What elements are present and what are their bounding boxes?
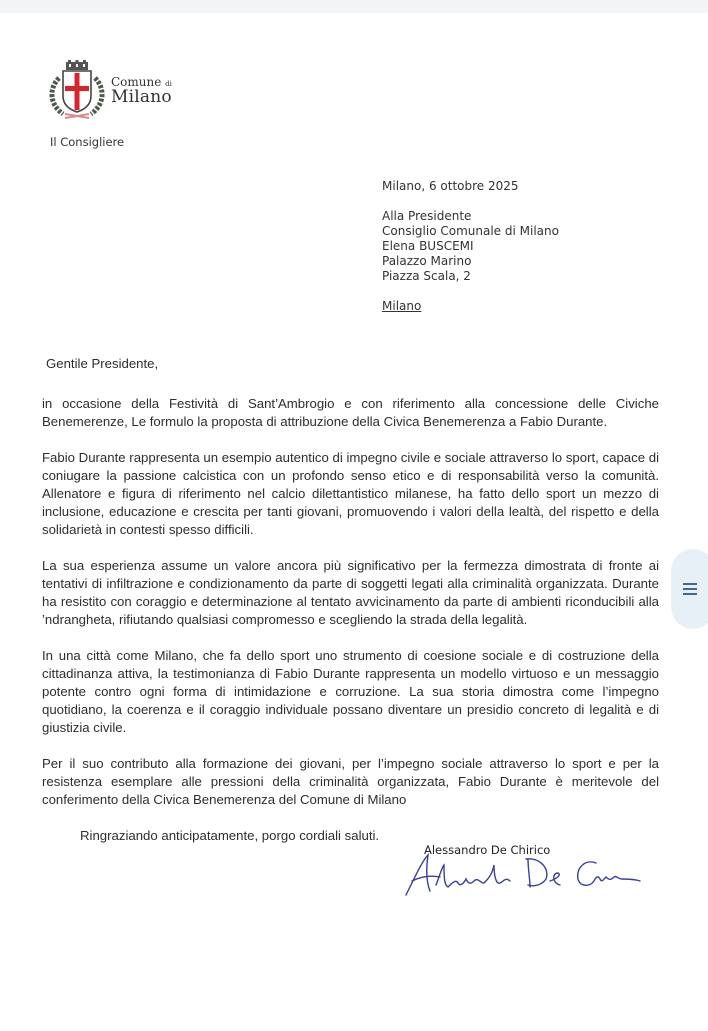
closing-line: Ringraziando anticipatamente, porgo cordiali saluti. [80, 828, 380, 843]
brand-line1-small: di [165, 80, 172, 88]
recipient-line: Consiglio Comunale di Milano [382, 224, 559, 238]
greeting: Gentile Presidente, [46, 356, 159, 371]
side-menu-button[interactable] [671, 549, 708, 629]
paragraph: Fabio Durante rappresenta un esempio autentico di impegno civile e sociale attraverso lo sport, capace di coniugare la passione calcistica con un profondo senso etico e di responsabilità verso la comunità. Allenatore e figura di riferimento nel calcio dilettantistico milanese, ha fatto dello sport un mezzo di inclusione, educazione e crescita per tanti giovani, promuovendo i valori della lealtà, del rispetto e della solidarietà in contesti spesso difficili. [42, 450, 659, 537]
paragraph: La sua esperienza assume un valore ancora più significativo per la fermezza dimostrata di fronte ai tentativi di infiltrazione e condizionamento da parte di soggetti legati alla criminalità organizzata. Durante ha resistito con coraggio e determinazione al tentato avvicinamento da parte di ambienti riconducibili alla ’ndrangheta, rifiutando qualsiasi compromesso e scegliendo la strada della legalità. [42, 558, 659, 627]
brand-line1: Comune [111, 75, 162, 89]
recipient-block [382, 179, 559, 314]
sender-role: Il Consigliere [50, 135, 125, 149]
paragraph: Per il suo contributo alla formazione dei giovani, per l’impegno sociale attraverso lo sport e per la resistenza esemplare alle pressioni della criminalità organizzata, Fabio Durante è meritevole del conferimento della Civica Benemerenza del Comune di Milano [42, 756, 659, 807]
paragraph: in occasione della Festività di Sant’Ambrogio e con riferimento alla concessione delle Civiche Benemerenze, Le formulo la proposta di attribuzione della Civica Benemerenza a Fabio Durante. [42, 396, 659, 429]
menu-lines-icon [683, 581, 699, 597]
paragraph: In una città come Milano, che fa dello sport uno strumento di coesione sociale e di costruzione della cittadinanza attiva, la testimonianza di Fabio Durante rappresenta un modello virtuoso e un messaggio potente contro ogni forma di intimidazione e corruzione. La sua storia dimostra come l’impegno quotidiano, la coerenza e il coraggio individuale possano diventare un presidio concreto di legalità e di giustizia civile. [42, 648, 659, 735]
milan-coat-of-arms-icon [47, 60, 107, 122]
letter-body [42, 355, 659, 845]
brand-wordmark [111, 76, 172, 106]
recipient-line: Palazzo Marino [382, 254, 472, 268]
letter-date: Milano, 6 ottobre 2025 [382, 179, 519, 193]
recipient-line: Elena BUSCEMI [382, 239, 474, 253]
recipient-city: Milano [382, 299, 422, 313]
recipient-line: Alla Presidente [382, 209, 472, 223]
brand-line2: Milano [111, 87, 172, 107]
recipient-line: Piazza Scala, 2 [382, 269, 471, 283]
signatory-name: Alessandro De Chirico [424, 843, 551, 857]
signature-block [400, 843, 660, 903]
top-status-bar [0, 0, 708, 13]
